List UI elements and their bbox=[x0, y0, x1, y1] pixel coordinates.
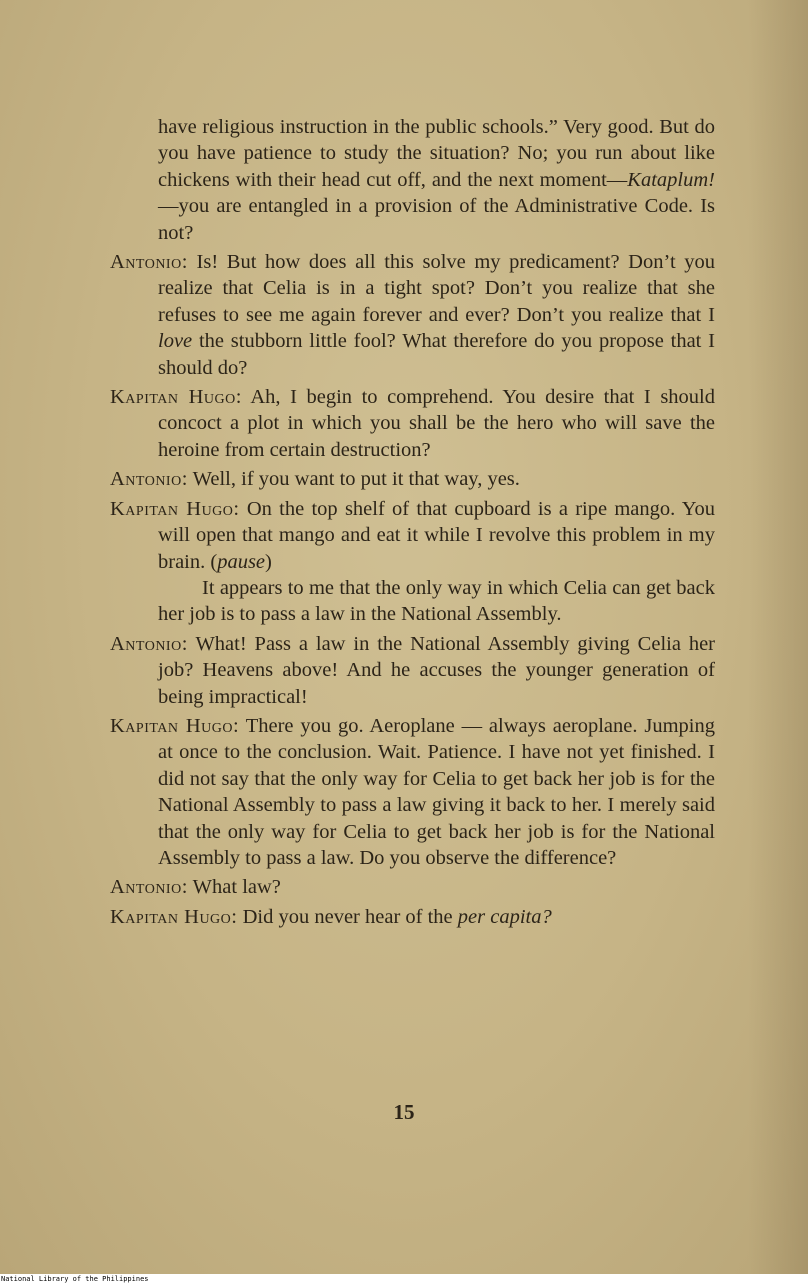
speaker-name: Antonio: bbox=[110, 251, 188, 274]
dialogue-line bbox=[110, 904, 715, 930]
dialogue-text: What! Pass a law in the National Assembly giving Celia her job? Heavens above! And he accuses the younger generation of being impractical! bbox=[158, 632, 715, 708]
speaker-name: Antonio: bbox=[110, 876, 188, 899]
dialogue-text: Ah, I begin to comprehend. You desire that I should concoct a plot in which you shall be the hero who will save the heroine from certain destruction? bbox=[158, 386, 715, 461]
dialogue-emphasis: per capita? bbox=[457, 905, 552, 928]
dialogue-line bbox=[110, 249, 715, 381]
dialogue-line bbox=[110, 874, 715, 900]
dialogue-emphasis: love bbox=[158, 330, 193, 353]
dialogue-text: ) bbox=[265, 550, 272, 573]
stage-direction: pause bbox=[217, 550, 266, 573]
dialogue-text: Well, if you want to put it that way, yes. bbox=[192, 468, 520, 491]
speaker-name: Antonio: bbox=[110, 632, 188, 655]
dialogue-continuation bbox=[110, 114, 715, 246]
page-text bbox=[110, 114, 715, 933]
dialogue-emphasis: Kataplum! bbox=[627, 168, 715, 191]
dialogue-text: Did you never hear of the bbox=[242, 905, 458, 928]
dialogue-text: It appears to me that the only way in which Celia can get back her job is to pass a law in the National Assembly. bbox=[158, 576, 715, 626]
dialogue-continuation bbox=[110, 575, 715, 628]
dialogue-line bbox=[110, 496, 715, 575]
dialogue-text: the stubborn little fool? What therefore do you propose that I should do? bbox=[158, 330, 715, 379]
dialogue-line bbox=[110, 713, 715, 871]
page-number: 15 bbox=[393, 1100, 415, 1124]
speaker-name: Antonio: bbox=[110, 468, 188, 491]
dialogue-text: —you are entangled in a provision of the Administrative Code. Is not? bbox=[158, 195, 715, 244]
dialogue-text: On the top shelf of that cupboard is a ripe mango. You will open that mango and eat it while I revolve this problem in my brain. ( bbox=[158, 497, 715, 573]
dialogue-text: have religious instruction in the public schools.” Very good. But do you have patience to study the situation? No; you run about like chickens with their head cut off, and the next moment— bbox=[158, 116, 715, 191]
speaker-name: Kapitan Hugo: bbox=[110, 905, 238, 928]
dialogue-line bbox=[110, 466, 715, 492]
speaker-name: Kapitan Hugo: bbox=[110, 714, 240, 737]
dialogue-text: Is! But how does all this solve my predicament? Don’t you realize that Celia is in a tight spot? Don’t you realize that she refuses to see me again forever and ever? Don’t you realize that I bbox=[158, 251, 716, 326]
speaker-name: Kapitan Hugo: bbox=[110, 386, 242, 409]
library-credit: National Library of the Philippines bbox=[1, 1275, 149, 1283]
dialogue-line bbox=[110, 384, 715, 463]
speaker-name: Kapitan Hugo: bbox=[110, 497, 240, 520]
dialogue-text: What law? bbox=[192, 876, 281, 899]
dialogue-line bbox=[110, 631, 715, 710]
dialogue-text: There you go. Aeroplane — always aeroplane. Jumping at once to the conclusion. Wait. Patience. I have not yet finished. I did not say that the only way for Celia to get back her job is for the National Assembly to pass a law giving it back to her. I merely said that the only way for Celia to get back her job is for the National Assembly to pass a law. Do you observe the difference? bbox=[158, 714, 715, 869]
